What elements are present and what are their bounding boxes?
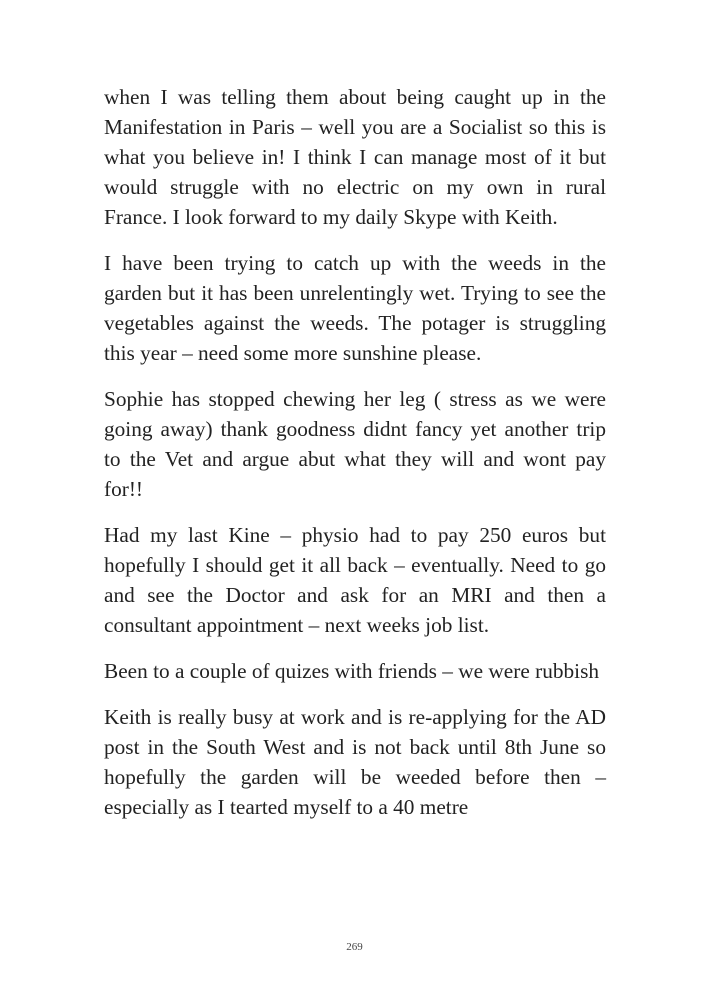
paragraph-6: Keith is really busy at work and is re-applying for the AD post in the South West and is not back until 8th June so hopefully the garden will be weeded before then – especially as I tearted myself to a 40 metre: [104, 705, 606, 819]
paragraph-1: when I was telling them about being caught up in the Manifestation in Paris – well you are a Socialist so this is what you believe in! I think I can manage most of it but would struggle with no electric on my own in rural France. I look forward to my daily Skype with Keith.: [104, 85, 606, 229]
paragraph-2: I have been trying to catch up with the weeds in the garden but it has been unrelentingly wet. Trying to see the vegetables against the weeds. The potager is struggling this year – need some more sunshine please.: [104, 251, 606, 365]
paragraph-4: Had my last Kine – physio had to pay 250 euros but hopefully I should get it all back – eventually. Need to go and see the Doctor and ask for an MRI and then a consultant appointment – next weeks job list.: [104, 523, 606, 637]
body-text: [104, 82, 606, 838]
page-number: 269: [346, 941, 363, 953]
paragraph-3: Sophie has stopped chewing her leg ( stress as we were going away) thank goodness didnt fancy yet another trip to the Vet and argue abut what they will and wont pay for!!: [104, 387, 606, 501]
paragraph-5: Been to a couple of quizes with friends – we were rubbish: [104, 659, 600, 683]
